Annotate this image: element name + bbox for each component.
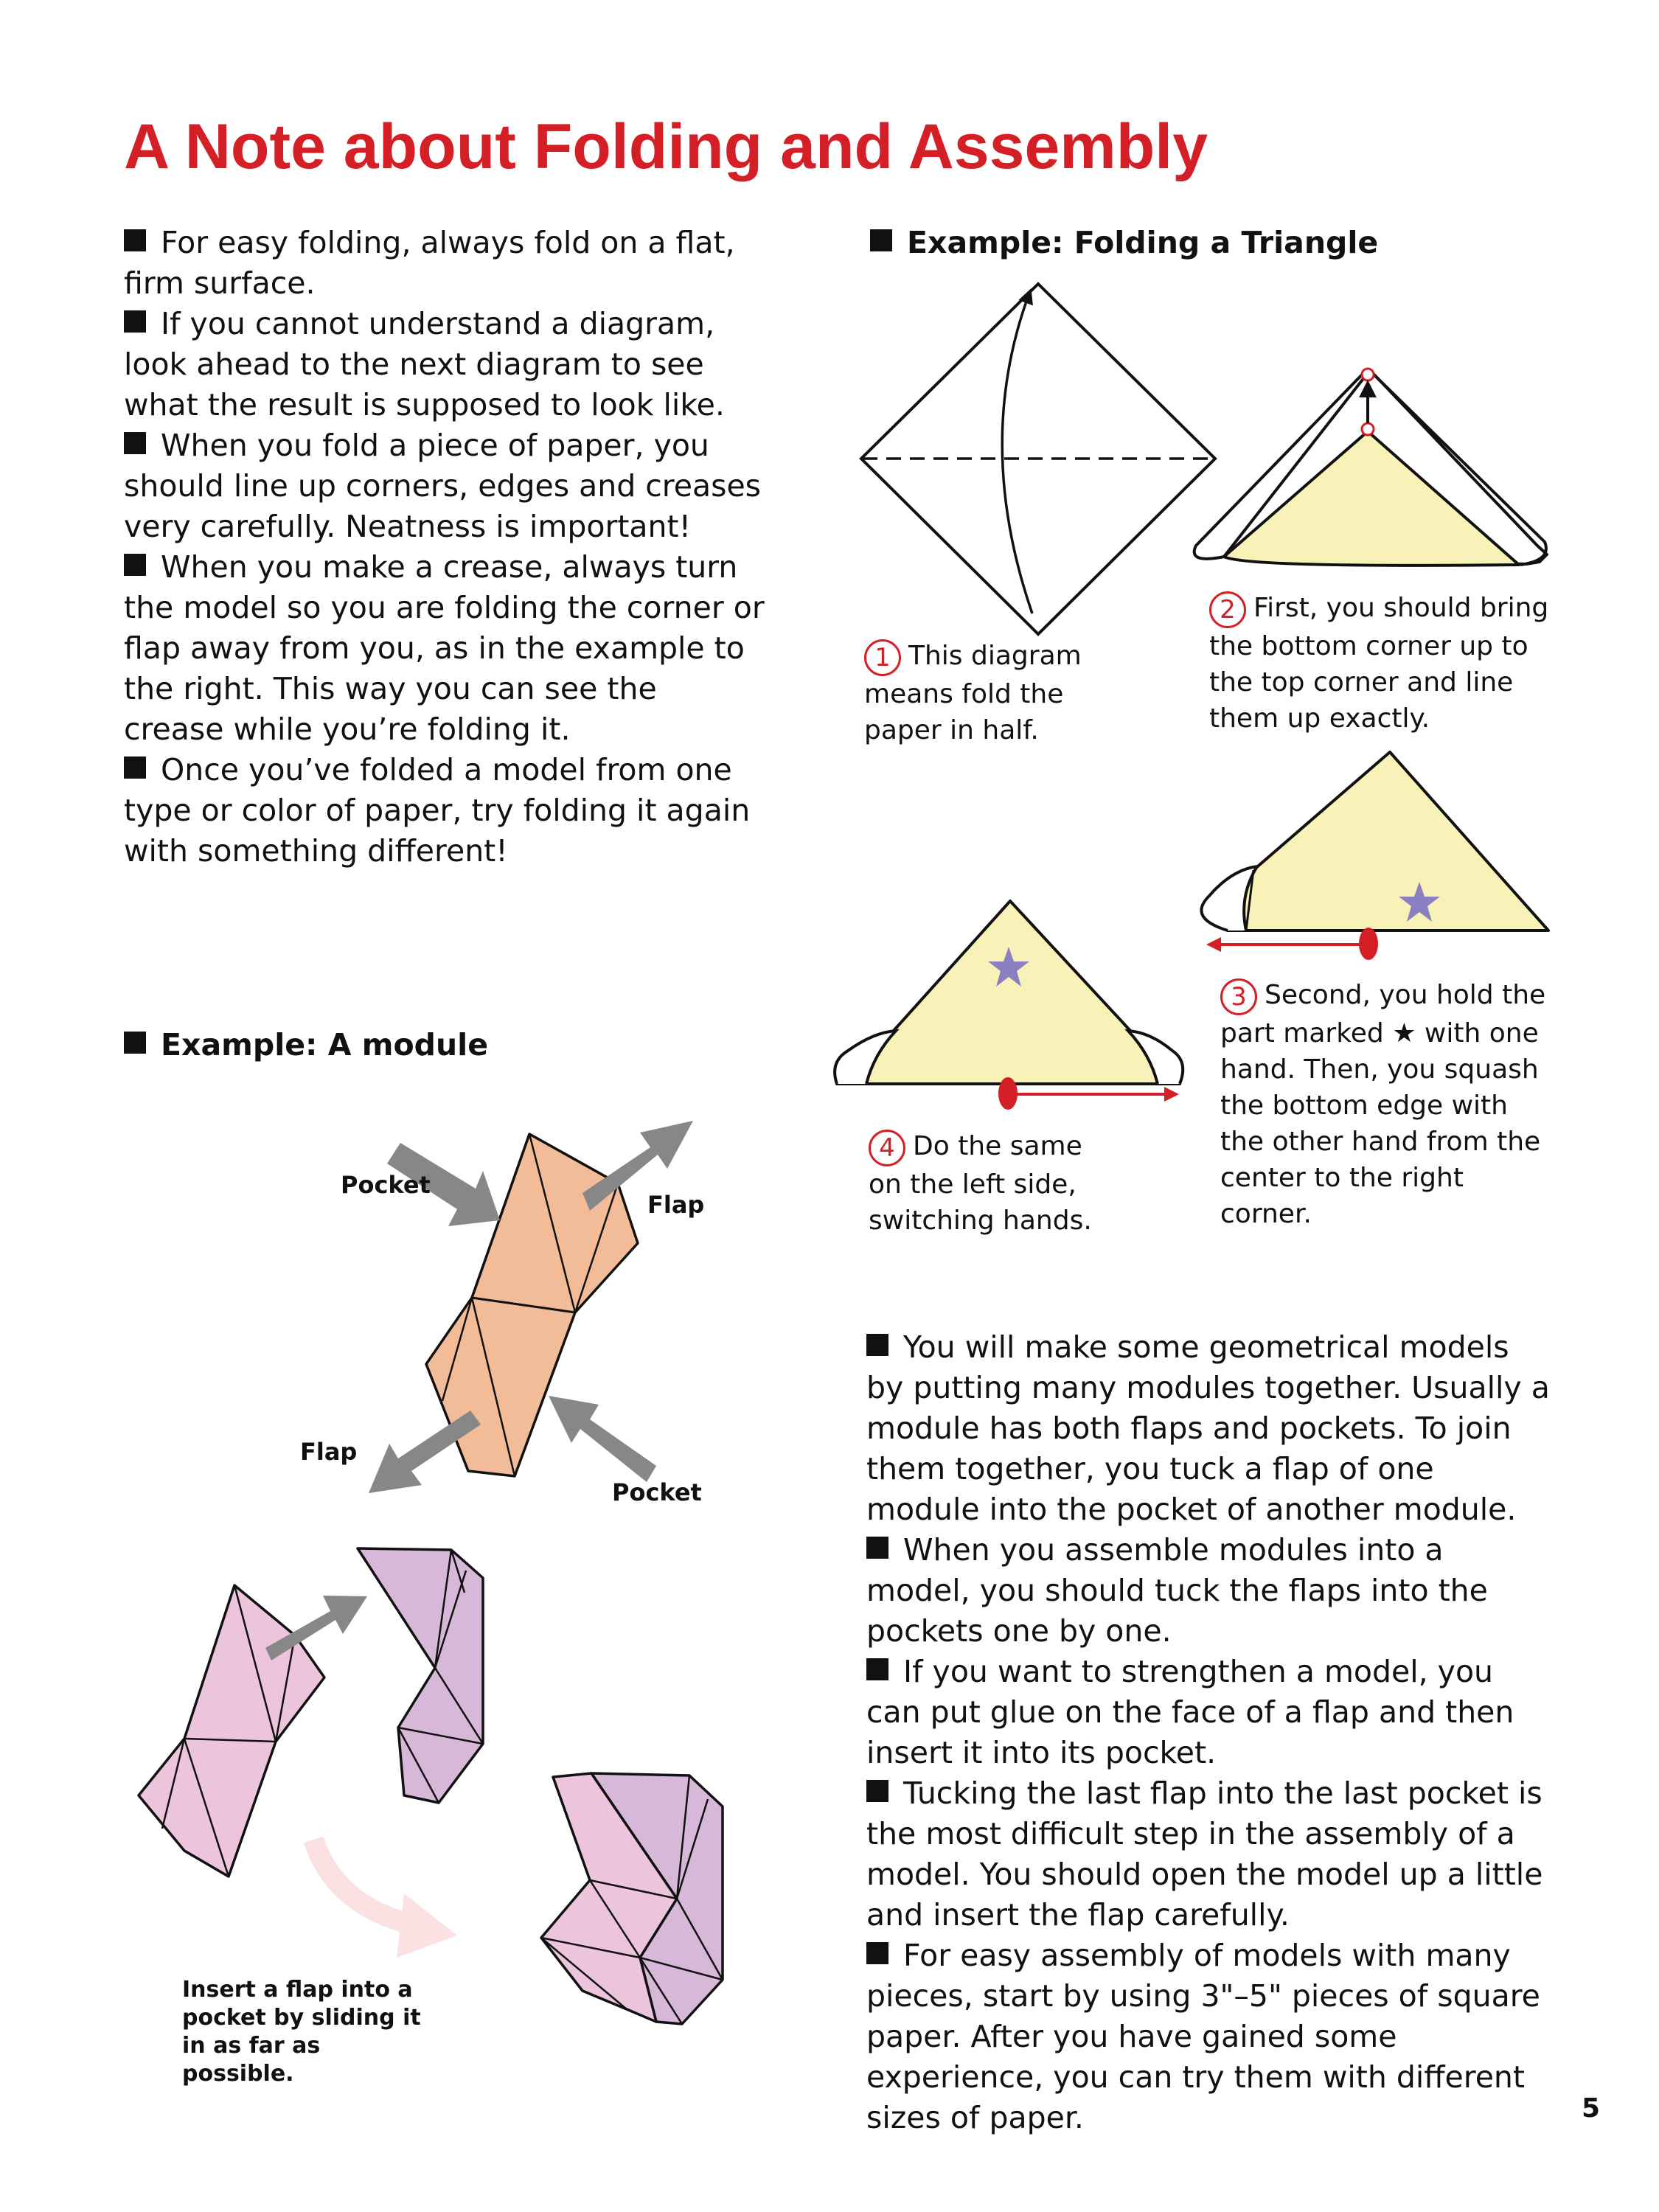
step4-diagram: [835, 901, 1183, 1110]
pocket-label-top: Pocket: [341, 1171, 431, 1199]
tip: Once you’ve folded a model from one type or color of paper, try folding it again with something different!: [124, 752, 751, 869]
tip: For easy assembly of models with many pieces, start by using 3"–5" pieces of square paper. After you have gained some experience, you can try them with different sizes of paper.: [866, 1938, 1540, 2135]
page-number: 5: [1581, 2093, 1600, 2124]
step4-caption: 4 Do the same on the left side, switching hands.: [869, 1131, 1092, 1236]
square-bullet-icon: [866, 1780, 888, 1802]
tip: You will make some geometrical models by putting many modules together. Usually a module has both flaps and pockets. To join them together, you tuck a flap of one module into the pocket of another module.: [866, 1329, 1550, 1527]
step-number-badge: 2: [1209, 591, 1246, 628]
assembly-tips: [866, 1327, 1552, 2138]
step2-diagram: [1194, 369, 1547, 566]
tip: Tucking the last flap into the last pocket is the most difficult step in the assembly of a model. You should open the model up a little and insert the flap carefully.: [866, 1775, 1543, 1933]
modules-joined: [541, 1773, 723, 2024]
triangle-example-heading: Example: Folding a Triangle: [870, 225, 1378, 260]
pocket-label-bottom: Pocket: [612, 1478, 702, 1506]
square-bullet-icon: [866, 1334, 888, 1356]
step3-diagram: [1201, 752, 1548, 960]
tip: When you make a crease, always turn the model so you are folding the corner or flap away from you, as in the example to the right. This way you can see the crease while you’re folding it.: [124, 549, 765, 747]
square-bullet-icon: [124, 1032, 146, 1054]
flap-label-bottom: Flap: [300, 1438, 358, 1466]
insert-flap-note: Insert a flap into a pocket by sliding it in as far as possible.: [182, 1977, 421, 2087]
page-title: A Note about Folding and Assembly: [124, 111, 1208, 182]
tip: If you want to strengthen a model, you can put glue on the face of a flap and then insert it into its pocket.: [866, 1654, 1514, 1770]
step2-caption: 2 First, you should bring the bottom corner up to the top corner and line them up exactly.: [1209, 593, 1549, 734]
tip: When you fold a piece of paper, you should line up corners, edges and creases very carefully. Neatness is important!: [124, 428, 762, 544]
step1-diagram: [861, 284, 1215, 634]
modules-separate: [139, 1548, 483, 1958]
module-example-heading: Example: A module: [124, 1027, 488, 1062]
square-bullet-icon: [866, 1658, 888, 1680]
step1-caption: 1 This diagram means fold the paper in half.: [864, 641, 1082, 745]
tip: If you cannot understand a diagram, look ahead to the next diagram to see what the result is supposed to look like.: [124, 306, 725, 422]
square-bullet-icon: [866, 1537, 888, 1559]
square-bullet-icon: [866, 1942, 888, 1964]
step-number-badge: 3: [1220, 978, 1257, 1015]
tip: For easy folding, always fold on a flat, firm surface.: [124, 225, 735, 301]
flap-label-top: Flap: [647, 1191, 705, 1219]
step3-caption: 3 Second, you hold the part marked ★ with one hand. Then, you squash the bottom edge with the other hand from the center to the right corner.: [1220, 980, 1546, 1229]
tip: When you assemble modules into a model, you should tuck the flaps into the pockets one by one.: [866, 1532, 1488, 1649]
step-number-badge: 1: [864, 639, 901, 676]
step-number-badge: 4: [869, 1130, 905, 1166]
